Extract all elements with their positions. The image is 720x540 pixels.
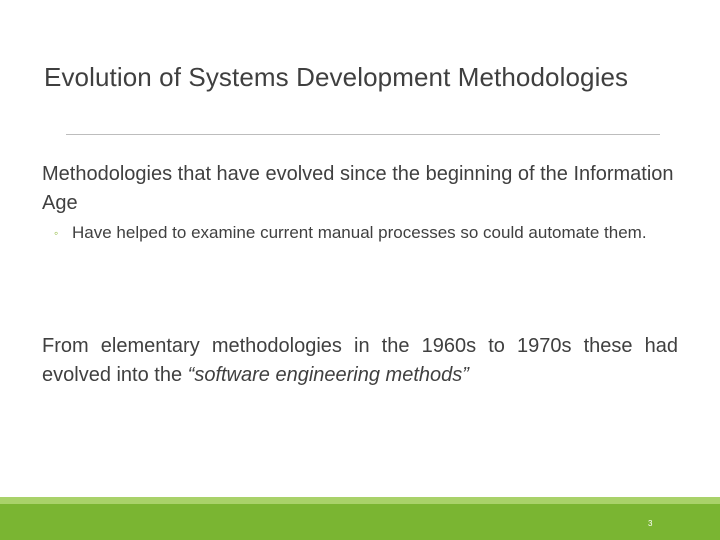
- footer-band: [0, 504, 720, 540]
- page-number: 3: [648, 519, 653, 528]
- footer-light-stripe: [0, 497, 720, 504]
- body-paragraph-2: [42, 332, 678, 390]
- sub-bullet: [54, 220, 678, 246]
- body-paragraph-2-lead: From elementary methodologies in the 1960s to 1970s these had evolved into the: [42, 335, 678, 386]
- body-paragraph-1: Methodologies that have evolved since the beginning of the Information Age: [42, 163, 674, 214]
- slide-title: Evolution of Systems Development Methodologies: [44, 62, 629, 92]
- sub-bullet-text: Have helped to examine current manual processes so could automate them.: [72, 223, 647, 242]
- emphasis-software-engineering-methods: “software engineering methods”: [187, 364, 469, 386]
- title-divider: [66, 134, 660, 135]
- bullet-circle-icon: ◦: [54, 226, 59, 240]
